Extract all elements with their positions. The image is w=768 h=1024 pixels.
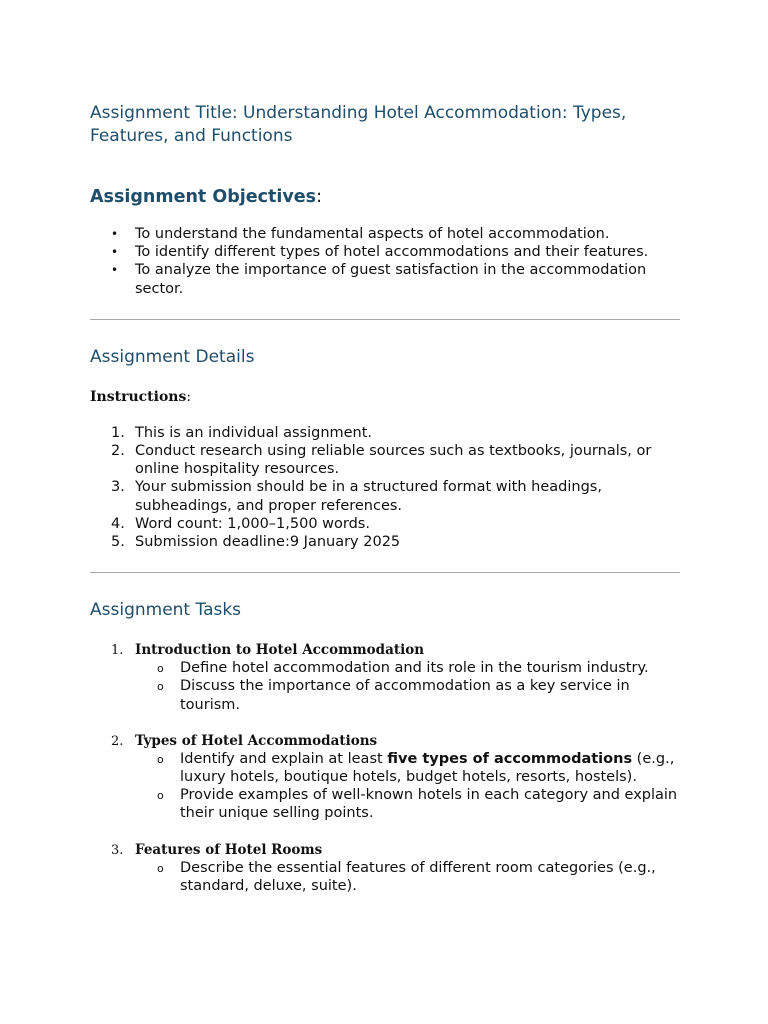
circle-bullet-icon: o bbox=[157, 789, 164, 803]
instruction-number: 5. bbox=[111, 534, 125, 551]
instruction-number: 1. bbox=[111, 424, 125, 441]
details-heading: Assignment Details bbox=[90, 346, 255, 367]
task-number: 1. bbox=[111, 643, 124, 659]
instruction-number: 4. bbox=[111, 515, 125, 532]
objective-text: To understand the fundamental aspects of hotel accommodation. bbox=[135, 226, 610, 242]
task-item bbox=[111, 732, 680, 823]
task-points bbox=[135, 659, 680, 714]
instruction-item bbox=[111, 478, 680, 514]
bullet-icon: • bbox=[111, 227, 119, 241]
assignment-title: Assignment Title: Understanding Hotel Accommodation: Types, Features, and Functions bbox=[90, 103, 627, 146]
instruction-number: 3. bbox=[111, 479, 125, 496]
instruction-item bbox=[111, 424, 680, 442]
task-title: Features of Hotel Rooms bbox=[135, 841, 323, 858]
task-point-suffix: (e.g., luxury hotels, boutique hotels, budget hotels, resorts, hostels). bbox=[180, 750, 675, 786]
task-point-text: Describe the essential features of different room categories (e.g., standard, deluxe, suite). bbox=[180, 859, 656, 894]
objective-text: To analyze the importance of guest satisfaction in the accommodation sector. bbox=[135, 262, 647, 297]
instruction-text: Submission deadline:9 January 2025 bbox=[135, 534, 401, 551]
instruction-text: Your submission should be in a structured format with headings, subheadings, and proper references. bbox=[135, 479, 602, 514]
instructions-list bbox=[90, 424, 680, 551]
circle-bullet-icon: o bbox=[157, 861, 164, 875]
objectives-heading bbox=[90, 186, 680, 208]
task-point-prefix: Identify and explain at least bbox=[180, 750, 388, 767]
objectives-heading-colon: : bbox=[316, 187, 322, 207]
objective-item bbox=[111, 243, 680, 261]
objectives-list bbox=[90, 225, 680, 298]
task-point bbox=[157, 659, 680, 677]
document-content bbox=[90, 102, 680, 913]
circle-bullet-icon: o bbox=[157, 662, 164, 676]
task-point-text: Discuss the importance of accommodation as a key service in tourism. bbox=[180, 678, 630, 713]
instructions-label-text: Instructions bbox=[90, 388, 187, 405]
task-point-text: Provide examples of well-known hotels in each category and explain their unique selling points. bbox=[180, 787, 678, 822]
task-points bbox=[135, 750, 680, 823]
bullet-icon: • bbox=[111, 263, 119, 278]
task-point bbox=[157, 677, 680, 713]
task-point bbox=[157, 750, 680, 786]
objective-item bbox=[111, 261, 680, 297]
instruction-number: 2. bbox=[111, 443, 125, 460]
instruction-text: This is an individual assignment. bbox=[135, 424, 373, 441]
instruction-text: Word count: 1,000–1,500 words. bbox=[135, 515, 370, 532]
task-number: 2. bbox=[111, 733, 124, 749]
objectives-heading-text: Assignment Objectives bbox=[90, 187, 317, 207]
instructions-label bbox=[90, 388, 680, 406]
instruction-item bbox=[111, 533, 680, 551]
section-divider bbox=[90, 319, 680, 320]
objective-item bbox=[111, 225, 680, 243]
task-item bbox=[111, 841, 680, 895]
tasks-list bbox=[90, 641, 680, 895]
task-title: Introduction to Hotel Accommodation bbox=[135, 642, 425, 659]
section-divider bbox=[90, 572, 680, 573]
instruction-item bbox=[111, 442, 680, 478]
bullet-icon: • bbox=[111, 245, 119, 260]
instruction-item bbox=[111, 515, 680, 533]
task-item bbox=[111, 641, 680, 714]
objective-text: To identify different types of hotel accommodations and their features. bbox=[135, 244, 649, 261]
task-title: Types of Hotel Accommodations bbox=[135, 732, 378, 749]
tasks-heading: Assignment Tasks bbox=[90, 600, 242, 621]
circle-bullet-icon: o bbox=[157, 680, 164, 694]
task-point bbox=[157, 859, 680, 895]
instruction-text: Conduct research using reliable sources such as textbooks, journals, or online hospitality resources. bbox=[135, 443, 652, 478]
task-points bbox=[135, 859, 680, 895]
task-point bbox=[157, 786, 680, 822]
circle-bullet-icon: o bbox=[157, 752, 164, 766]
task-point-emphasis: five types of accommodations bbox=[387, 750, 633, 767]
instructions-label-colon: : bbox=[186, 388, 192, 405]
task-point-text: Define hotel accommodation and its role in the tourism industry. bbox=[180, 660, 649, 677]
task-number: 3. bbox=[111, 842, 124, 858]
